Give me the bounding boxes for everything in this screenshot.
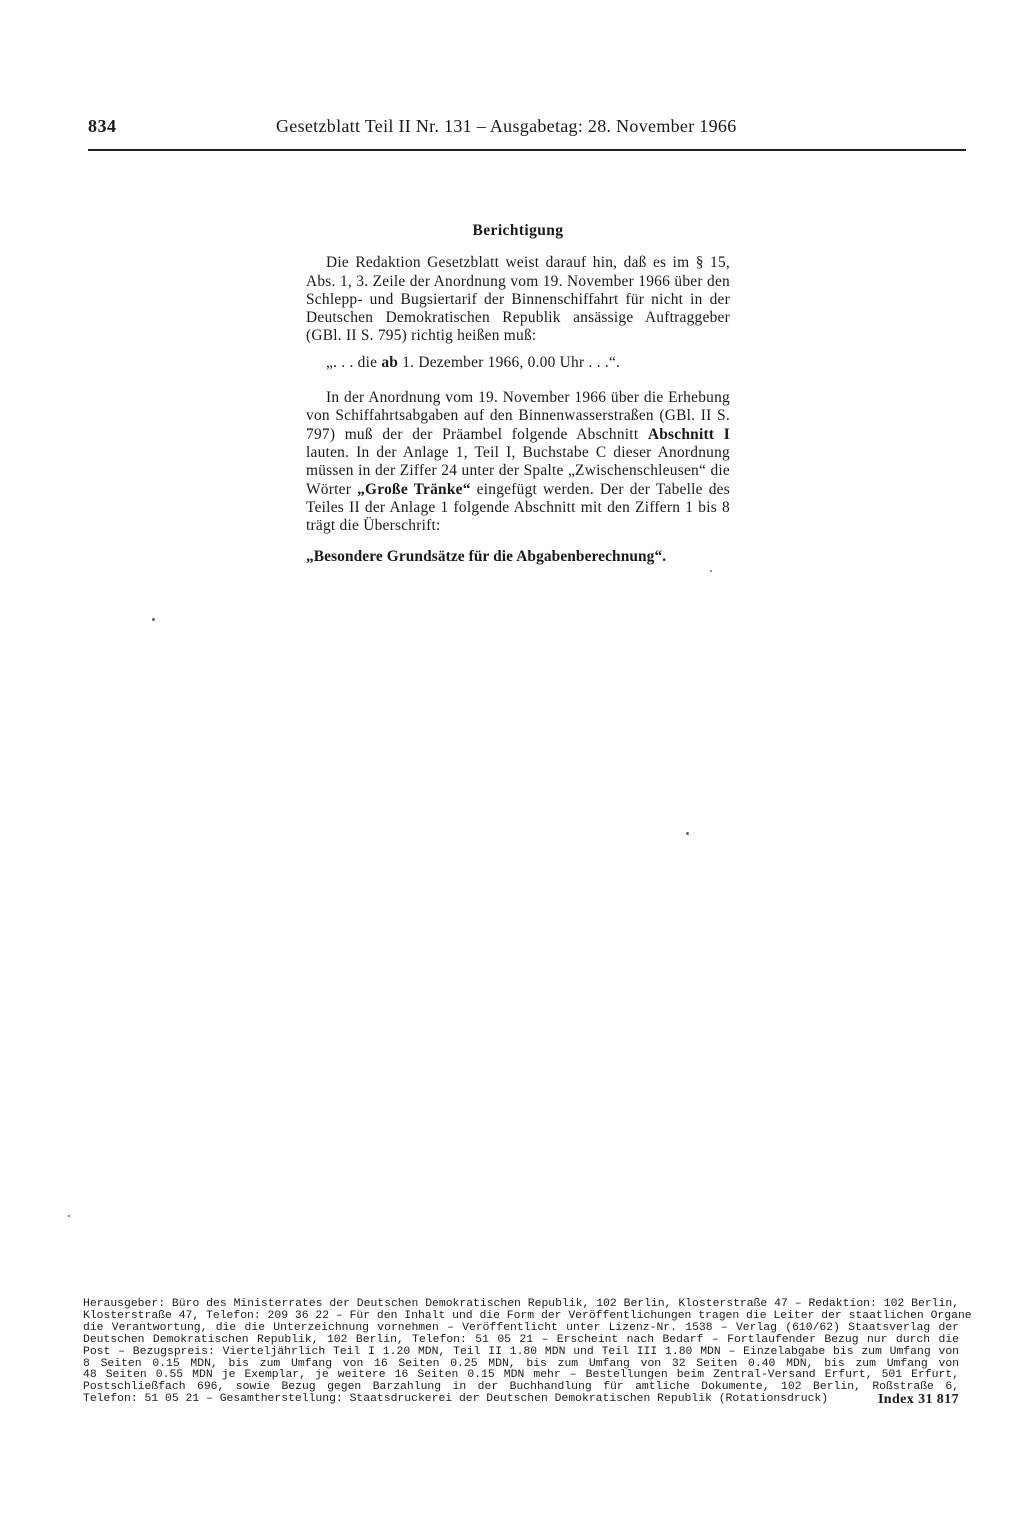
- para2-part-b: lauten. In der Anlage 1, Teil I, Buchstabe C dieser Anordnung müssen in der Ziffer 24 unter der Spalte „Zwischenschleusen“ die Wörter: [306, 443, 730, 498]
- impressum-last-line: [83, 1394, 959, 1406]
- header-title: Gesetzblatt Teil II Nr. 131 – Ausgabetag: 28. November 1966: [276, 116, 737, 136]
- para2-part-a: In der Anordnung vom 19. November 1966 über die Erhebung von Schiffahrtsabgaben auf den Binnenwasserstraßen (GBl. II S. 797) muß der der Präambel folgende Abschnitt: [306, 389, 730, 443]
- notice-paragraph-2: [306, 389, 730, 535]
- index-code: Index 31 817: [877, 1392, 959, 1408]
- impressum-line: Post – Bezugspreis: Vierteljährlich Teil I 1.20 MDN, Teil II 1.80 MDN und Teil III 1.80 MDN – Einzelabgabe bis zum Umfang von: [83, 1345, 959, 1358]
- heading-quote: „Besondere Grundsätze für die Abgabenberechnung“.: [306, 548, 667, 566]
- page-header: [88, 116, 966, 144]
- correction-quote: [306, 354, 730, 372]
- scan-speck: [68, 1215, 70, 1217]
- correction-notice: [306, 222, 730, 567]
- impressum-line: Telefon: 51 05 21 – Gesamtherstellung: Staatsdruckerei der Deutschen Demokratischen Republik (Rotationsdruck): [83, 1393, 829, 1406]
- quote-prefix: „. . . die: [326, 353, 382, 371]
- header-rule: [88, 149, 966, 151]
- quote-suffix: 1. Dezember 1966, 0.00 Uhr . . .“.: [398, 353, 621, 371]
- para2-bold-words: „Große Tränke“: [357, 480, 471, 498]
- notice-title: Berichtigung: [472, 222, 564, 239]
- impressum-line: 8 Seiten 0.15 MDN, bis zum Umfang von 16 Seiten 0.25 MDN, bis zum Umfang von 32 Seiten 0.40 MDN, bis zum Umfang von: [83, 1357, 959, 1370]
- impressum-line: Postschließfach 696, sowie Bezug gegen Barzahlung in der Buchhandlung für amtliche Dokumente, 102 Berlin, Roßstraße 6,: [83, 1381, 959, 1394]
- scan-speck: [152, 618, 155, 621]
- para2-part-c: eingefügt werden. Der der Tabelle des Teiles II der Anlage 1 folgende Abschnitt mit den Ziffern 1 bis 8 trägt die Überschrift:: [306, 480, 730, 535]
- scan-speck: [686, 832, 689, 835]
- impressum-line: die Verantwortung, die die Unterzeichnung vornehmen – Veröffentlicht unter Lizenz-Nr. 1538 – Verlag (610/62) Staatsverlag der: [83, 1321, 959, 1334]
- impressum-line: Deutschen Demokratischen Republik, 102 Berlin, Telefon: 51 05 21 – Erscheint nach Bedarf – Fortlaufender Bezug nur durch die: [83, 1333, 959, 1346]
- page-number: 834: [88, 116, 117, 136]
- scan-speck: [710, 570, 712, 572]
- impressum-line: 48 Seiten 0.55 MDN je Exemplar, je weitere 16 Seiten 0.15 MDN mehr – Bestellungen beim Zentral-Versand Erfurt, 501 Erfurt,: [83, 1369, 959, 1382]
- notice-paragraph-1: Die Redaktion Gesetzblatt weist darauf hin, daß es im § 15, Abs. 1, 3. Zeile der Anordnung vom 19. November 1966 über den Schlepp- und Bugsiertarif der Binnenschiffahrt für nicht in der Deutschen Demokratischen Republik ansässige Auftraggeber (GBl. II S. 795) richtig heißen muß:: [306, 254, 730, 345]
- impressum-line: Klosterstraße 47, Telefon: 209 36 22 – Für den Inhalt und die Form der Veröffentlichungen tragen die Leiter der staatlichen Organe: [83, 1309, 972, 1322]
- impressum-line: Herausgeber: Büro des Ministerrates der Deutschen Demokratischen Republik, 102 Berlin, Klosterstraße 47 – Redaktion: 102 Berlin,: [83, 1298, 959, 1310]
- impressum: [83, 1298, 972, 1408]
- quote-bold: ab: [381, 353, 399, 371]
- para2-bold-section: Abschnitt I: [647, 425, 730, 443]
